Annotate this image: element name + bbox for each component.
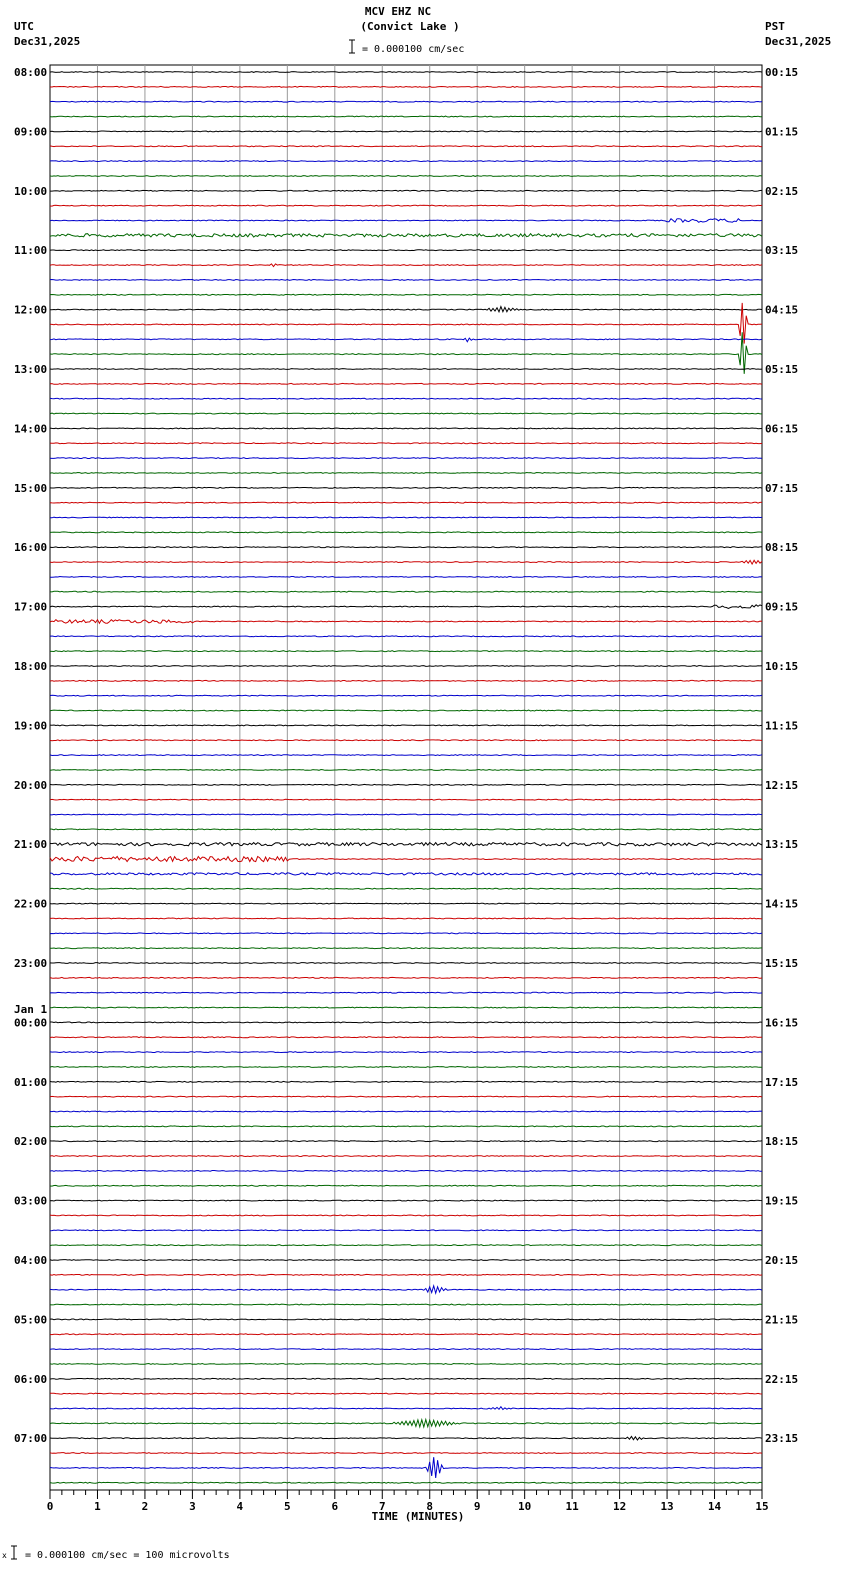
seismic-trace [50, 1141, 762, 1142]
seismic-trace [50, 1453, 762, 1454]
utc-hour-label: 08:00 [14, 66, 48, 79]
utc-hour-label: 20:00 [14, 778, 48, 792]
pst-hour-label: 12:15 [765, 778, 799, 792]
seismic-trace [50, 918, 762, 919]
footer-scale-label: = 0.000100 cm/sec = 100 microvolts [25, 1550, 230, 1561]
seismic-trace [50, 547, 762, 548]
seismic-trace [50, 234, 762, 237]
seismic-trace [50, 1111, 762, 1112]
utc-hour-label: 06:00 [14, 1372, 48, 1386]
seismic-trace [50, 1457, 762, 1478]
seismic-trace [50, 294, 762, 295]
utc-hour-label: 02:00 [14, 1135, 48, 1149]
seismic-trace [50, 755, 762, 756]
seismic-trace [50, 161, 762, 162]
seismic-trace [50, 502, 762, 503]
pst-hour-label: 08:15 [765, 541, 799, 555]
seismic-trace [50, 710, 762, 711]
seismic-trace [50, 636, 762, 637]
seismic-trace [50, 517, 762, 518]
x-tick-label: 8 [426, 1500, 434, 1513]
pst-hour-label: 21:15 [765, 1313, 799, 1327]
pst-hour-label: 15:15 [765, 957, 799, 970]
seismic-trace [50, 131, 762, 132]
plot-frame [50, 65, 762, 1490]
utc-hour-label: 09:00 [14, 125, 48, 139]
utc-date-label: Dec31,2025 [14, 35, 81, 48]
seismic-trace [50, 873, 762, 875]
seismic-trace [50, 280, 762, 281]
pst-hour-labels [765, 66, 798, 1445]
seismic-trace [50, 338, 762, 342]
seismic-trace [50, 383, 762, 384]
utc-hour-label: 22:00 [14, 897, 48, 911]
seismic-trace [50, 1185, 762, 1186]
pst-hour-label: 00:15 [765, 66, 799, 79]
seismic-trace [50, 1067, 762, 1068]
x-tick-label: 12 [612, 1500, 627, 1513]
seismic-trace [50, 843, 762, 846]
seismic-trace [50, 428, 762, 429]
utc-hour-label: 07:00 [14, 1432, 48, 1446]
pst-hour-label: 19:15 [765, 1194, 799, 1208]
seismic-trace [50, 1274, 762, 1275]
seismic-trace [50, 487, 762, 488]
seismic-trace [50, 992, 762, 993]
seismic-trace [50, 814, 762, 815]
utc-zone-label: UTC [14, 20, 34, 33]
seismic-trace [50, 666, 762, 667]
seismic-trace [50, 458, 762, 459]
seismic-trace [50, 250, 762, 251]
utc-hour-label: 13:00 [14, 363, 48, 376]
pst-date-label: Dec31,2025 [765, 35, 832, 48]
seismic-trace [50, 725, 762, 726]
utc-hour-label: 04:00 [14, 1254, 48, 1267]
seismic-trace [50, 264, 762, 267]
x-tick-label: 3 [189, 1500, 196, 1513]
seismic-trace [50, 605, 762, 609]
utc-hour-label: 19:00 [14, 719, 48, 733]
pst-hour-label: 16:15 [765, 1016, 799, 1030]
x-axis-title: TIME (MINUTES) [371, 1510, 465, 1523]
seismic-trace [50, 591, 762, 592]
seismic-trace [50, 72, 762, 73]
seismic-trace [50, 651, 762, 652]
utc-hour-label: 16:00 [14, 541, 48, 555]
seismic-trace [50, 1245, 762, 1246]
utc-day-label: Jan 1 [14, 1003, 48, 1016]
seismic-trace [50, 1156, 762, 1157]
pst-hour-label: 10:15 [765, 660, 799, 673]
seismic-trace [50, 799, 762, 800]
pst-hour-label: 07:15 [765, 481, 799, 495]
seismic-trace [50, 116, 762, 117]
seismic-trace [50, 1096, 762, 1097]
pst-hour-label: 04:15 [765, 303, 799, 317]
seismic-trace [50, 903, 762, 904]
seismic-trace [50, 1022, 762, 1023]
seismic-trace [50, 1364, 762, 1365]
seismic-trace [50, 933, 762, 934]
x-tick-label: 9 [473, 1500, 481, 1513]
seismic-trace [50, 770, 762, 771]
seismic-trace [50, 413, 762, 414]
seismic-trace [50, 332, 762, 374]
seismic-trace [50, 1286, 762, 1293]
x-tick-label: 0 [46, 1500, 54, 1513]
seismic-trace [50, 101, 762, 102]
pst-hour-label: 20:15 [765, 1254, 799, 1267]
utc-hour-label: 18:00 [14, 660, 48, 673]
seismic-trace [50, 1482, 762, 1483]
seismic-trace [50, 1007, 762, 1008]
seismic-trace [50, 680, 762, 681]
pst-hour-label: 05:15 [765, 363, 799, 376]
pst-hour-label: 17:15 [765, 1075, 799, 1089]
seismic-trace [50, 857, 762, 862]
x-tick-label: 2 [141, 1500, 149, 1513]
seismic-trace [50, 1230, 762, 1231]
header-scale-bar-icon [349, 40, 355, 53]
time-grid [50, 65, 762, 1490]
seismic-trace [50, 369, 762, 370]
pst-hour-label: 02:15 [765, 184, 799, 198]
station-title: MCV EHZ NC [364, 5, 432, 18]
x-tick-label: 14 [707, 1500, 722, 1513]
footer-scale-bar-icon [11, 1546, 17, 1559]
station-location: (Convict Lake ) [360, 20, 460, 33]
x-tick-label: 13 [660, 1500, 674, 1513]
seismic-trace [50, 560, 762, 564]
seismic-traces [50, 72, 762, 1484]
seismic-trace [50, 1436, 762, 1440]
utc-hour-labels [14, 66, 47, 1445]
seismic-trace [50, 1215, 762, 1216]
pst-hour-label: 11:15 [765, 719, 799, 733]
seismic-trace [50, 190, 762, 191]
seismic-trace [50, 1171, 762, 1172]
seismic-trace [50, 532, 762, 533]
utc-hour-label: 17:00 [14, 600, 48, 614]
seismic-trace [50, 1304, 762, 1305]
pst-hour-label: 03:15 [765, 244, 799, 258]
seismic-trace [50, 307, 762, 312]
x-tick-label: 4 [236, 1500, 244, 1513]
seismic-trace [50, 86, 762, 87]
pst-hour-label: 06:15 [765, 422, 799, 436]
utc-hour-label: 11:00 [14, 244, 48, 258]
seismic-trace [50, 1349, 762, 1350]
seismic-trace [50, 176, 762, 177]
seismic-trace [50, 146, 762, 147]
seismic-trace [50, 1334, 762, 1335]
utc-hour-label: 01:00 [14, 1075, 48, 1089]
seismic-trace [50, 1052, 762, 1053]
x-tick-label: 15 [755, 1500, 769, 1513]
utc-hour-label: 12:00 [14, 303, 48, 317]
x-tick-label: 1 [94, 1500, 101, 1513]
pst-hour-label: 22:15 [765, 1372, 799, 1386]
pst-hour-label: 18:15 [765, 1135, 799, 1149]
seismic-trace [50, 740, 762, 741]
seismic-trace [50, 1260, 762, 1261]
pst-hour-label: 01:15 [765, 125, 799, 139]
x-tick-label: 10 [518, 1500, 532, 1513]
utc-hour-label: 05:00 [14, 1313, 48, 1327]
seismic-trace [50, 473, 762, 474]
seismic-trace [50, 1378, 762, 1379]
seismic-trace [50, 977, 762, 978]
utc-hour-label: 21:00 [14, 838, 48, 852]
utc-hour-label: 23:00 [14, 957, 48, 970]
seismic-trace [50, 1126, 762, 1127]
pst-zone-label: PST [765, 20, 785, 33]
seismic-trace [50, 829, 762, 830]
footer-scale-prefix: x [2, 1551, 7, 1560]
x-tick-label: 5 [284, 1500, 291, 1513]
seismic-trace [50, 443, 762, 444]
seismic-trace [50, 1200, 762, 1201]
utc-hour-label: 00:00 [14, 1016, 48, 1030]
seismic-trace [50, 948, 762, 949]
pst-hour-label: 09:15 [765, 600, 799, 614]
utc-hour-label: 10:00 [14, 184, 48, 198]
seismic-trace [50, 888, 762, 889]
utc-hour-label: 14:00 [14, 422, 48, 436]
seismic-trace [50, 1420, 762, 1428]
seismic-trace [50, 1407, 762, 1410]
seismic-trace [50, 1393, 762, 1394]
seismic-trace [50, 1037, 762, 1038]
seismic-trace [50, 219, 762, 223]
seismic-trace [50, 577, 762, 578]
header-scale-label: = 0.000100 cm/sec [362, 44, 465, 55]
utc-hour-label: 03:00 [14, 1194, 48, 1208]
pst-hour-label: 13:15 [765, 838, 799, 852]
pst-hour-label: 23:15 [765, 1432, 799, 1446]
seismic-trace [50, 1081, 762, 1082]
seismic-trace [50, 784, 762, 785]
pst-hour-label: 14:15 [765, 897, 799, 911]
utc-hour-label: 15:00 [14, 481, 48, 495]
seismic-trace [50, 1319, 762, 1320]
seismic-trace [50, 205, 762, 206]
seismic-trace [50, 695, 762, 696]
x-tick-label: 7 [378, 1500, 386, 1513]
x-tick-label: 6 [331, 1500, 339, 1513]
seismic-trace [50, 398, 762, 399]
seismic-trace [50, 620, 762, 624]
x-tick-label: 11 [565, 1500, 579, 1513]
seismic-trace [50, 963, 762, 964]
